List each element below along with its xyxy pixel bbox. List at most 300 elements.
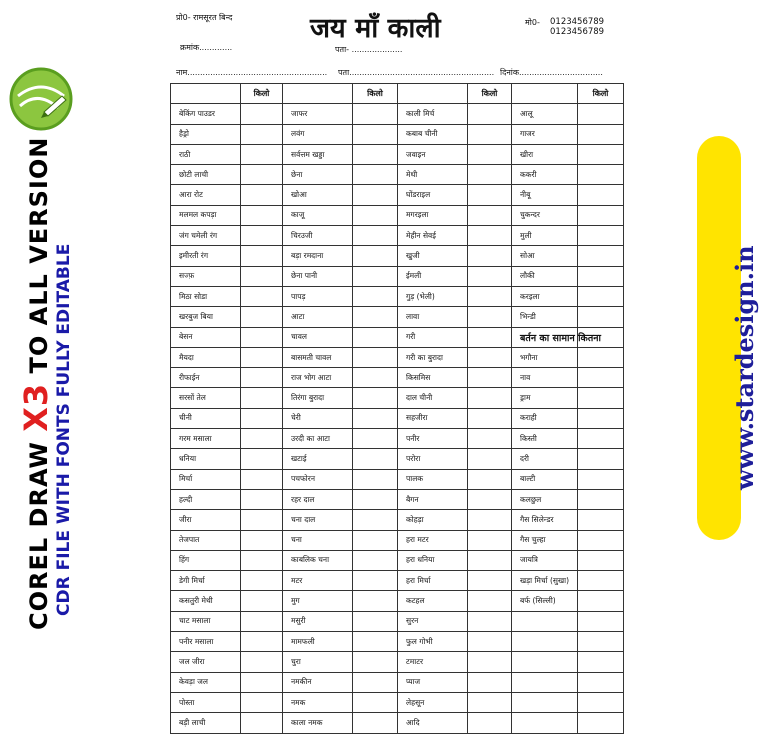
qty-cell[interactable]: [578, 144, 624, 164]
item-name-cell: मिर्चा: [171, 469, 241, 489]
item-name-cell: काबलिक चना: [283, 550, 353, 570]
item-name-cell: गैस चुल्हा: [512, 530, 578, 550]
item-name-cell: बड़ी लाची: [171, 713, 241, 733]
qty-cell[interactable]: [241, 632, 283, 652]
table-row: [171, 652, 624, 672]
item-name-cell: खड़ा मिर्चा (सुखा): [512, 571, 578, 591]
qty-cell[interactable]: [468, 266, 512, 286]
address-field[interactable]: पता- ....................: [335, 45, 403, 54]
table-row: [171, 185, 624, 205]
item-name-cell: काला नमक: [283, 713, 353, 733]
item-name-cell: चुरा: [283, 652, 353, 672]
qty-cell[interactable]: [353, 449, 398, 469]
table-row: [171, 408, 624, 428]
qty-cell[interactable]: [468, 632, 512, 652]
mobile-label: मो0-: [525, 18, 540, 27]
item-name-cell: गरी: [398, 327, 468, 347]
qty-cell[interactable]: [241, 185, 283, 205]
qty-cell[interactable]: [241, 469, 283, 489]
item-name-cell: मामफली: [283, 632, 353, 652]
qty-header: किलो: [578, 84, 624, 104]
item-name-cell: कोहड़ा: [398, 510, 468, 530]
qty-cell[interactable]: [241, 449, 283, 469]
qty-header: किलो: [468, 84, 512, 104]
item-name-cell: रहर दाल: [283, 489, 353, 509]
qty-cell[interactable]: [468, 449, 512, 469]
item-name-cell: सुरन: [398, 611, 468, 631]
item-name-cell: बर्तन का सामान कितना: [512, 327, 578, 347]
coreldraw-logo-icon: [8, 66, 74, 132]
phone-1: 0123456789: [550, 17, 605, 27]
item-name-cell: राठी: [171, 144, 241, 164]
item-name-cell: बेसन: [171, 327, 241, 347]
item-name-cell: मुग: [283, 591, 353, 611]
item-name-cell: पनीर मसाला: [171, 632, 241, 652]
item-name-cell: मटर: [283, 571, 353, 591]
qty-cell[interactable]: [578, 550, 624, 570]
item-name-cell: पनीर: [398, 429, 468, 449]
table-header-row: [171, 84, 624, 104]
qty-cell[interactable]: [241, 347, 283, 367]
item-name-cell: आलू: [512, 104, 578, 124]
item-name-cell: किस्ती: [512, 429, 578, 449]
qty-cell[interactable]: [578, 307, 624, 327]
item-name-cell: कराही: [512, 408, 578, 428]
qty-cell[interactable]: [468, 591, 512, 611]
qty-cell[interactable]: [468, 124, 512, 144]
qty-cell[interactable]: [578, 165, 624, 185]
table-row: [171, 692, 624, 712]
qty-cell[interactable]: [578, 408, 624, 428]
qty-cell[interactable]: [468, 144, 512, 164]
qty-cell[interactable]: [468, 286, 512, 306]
serial-number-field[interactable]: क्रमांक.............: [180, 43, 233, 52]
item-name-cell: उरदी का आटा: [283, 429, 353, 449]
qty-cell[interactable]: [353, 489, 398, 509]
qty-cell[interactable]: [578, 266, 624, 286]
qty-cell[interactable]: [578, 226, 624, 246]
qty-cell[interactable]: [468, 469, 512, 489]
item-name-cell: सहजीरा: [398, 408, 468, 428]
promo-vertical-text: [17, 136, 75, 630]
item-name-cell: गुड़ (भेली): [398, 286, 468, 306]
qty-cell[interactable]: [578, 530, 624, 550]
qty-cell[interactable]: [241, 550, 283, 570]
qty-cell[interactable]: [468, 530, 512, 550]
qty-cell[interactable]: [241, 591, 283, 611]
qty-cell[interactable]: [241, 165, 283, 185]
item-name-cell: खरबुज बिया: [171, 307, 241, 327]
qty-cell[interactable]: [241, 571, 283, 591]
qty-cell[interactable]: [353, 550, 398, 570]
item-name-cell: लेहसून: [398, 692, 468, 712]
item-name-cell: आटा: [283, 307, 353, 327]
qty-cell[interactable]: [578, 672, 624, 692]
item-name-cell: चुकन्दर: [512, 205, 578, 225]
table-row: [171, 550, 624, 570]
item-name-cell: डेगी मिर्चा: [171, 571, 241, 591]
qty-cell[interactable]: [578, 713, 624, 733]
item-name-cell: फुल गोभी: [398, 632, 468, 652]
qty-cell[interactable]: [468, 611, 512, 631]
qty-cell[interactable]: [468, 429, 512, 449]
qty-cell[interactable]: [241, 144, 283, 164]
qty-cell[interactable]: [468, 307, 512, 327]
qty-cell[interactable]: [468, 185, 512, 205]
qty-cell[interactable]: [578, 489, 624, 509]
table-row: [171, 246, 624, 266]
qty-cell[interactable]: [578, 124, 624, 144]
table-row: [171, 571, 624, 591]
qty-cell[interactable]: [353, 672, 398, 692]
item-name-cell: जायत्रि: [512, 550, 578, 570]
item-name-cell: बैगन: [398, 489, 468, 509]
qty-cell[interactable]: [353, 591, 398, 611]
item-name-cell: जाफर: [283, 104, 353, 124]
qty-cell[interactable]: [241, 388, 283, 408]
item-name-cell: चेरी: [283, 408, 353, 428]
table-row: [171, 530, 624, 550]
item-name-cell: खोआ: [283, 185, 353, 205]
item-name-cell: पोस्ता: [171, 692, 241, 712]
header-blank-cell: [398, 84, 468, 104]
qty-cell[interactable]: [353, 510, 398, 530]
item-name-cell: मगरइला: [398, 205, 468, 225]
item-name-cell: परोरा: [398, 449, 468, 469]
qty-cell[interactable]: [353, 266, 398, 286]
item-name-cell: दरी: [512, 449, 578, 469]
item-name-cell: चना: [283, 530, 353, 550]
date-field[interactable]: दिनांक.................................: [500, 68, 603, 77]
qty-cell[interactable]: [353, 307, 398, 327]
item-name-cell: बाल्टी: [512, 469, 578, 489]
qty-cell[interactable]: [241, 246, 283, 266]
proprietor: प्रो0- रामसूरत बिन्द: [176, 13, 233, 22]
qty-cell[interactable]: [578, 510, 624, 530]
qty-cell[interactable]: [241, 713, 283, 733]
qty-cell[interactable]: [241, 672, 283, 692]
item-name-cell: दाल चीनी: [398, 388, 468, 408]
qty-cell[interactable]: [578, 692, 624, 712]
table-row: [171, 713, 624, 733]
header-blank-cell: [171, 84, 241, 104]
qty-cell[interactable]: [353, 692, 398, 712]
item-name-cell: तेजपात: [171, 530, 241, 550]
qty-cell[interactable]: [241, 429, 283, 449]
table-row: [171, 449, 624, 469]
item-name-cell: [512, 713, 578, 733]
item-name-cell: केवड़ा जल: [171, 672, 241, 692]
qty-cell[interactable]: [578, 571, 624, 591]
item-name-cell: [512, 672, 578, 692]
qty-cell[interactable]: [468, 388, 512, 408]
item-name-cell: छोटी लाची: [171, 165, 241, 185]
qty-cell[interactable]: [578, 388, 624, 408]
item-name-cell: घोंडराइल: [398, 185, 468, 205]
item-name-cell: बर्फ (सिल्ली): [512, 591, 578, 611]
promo-line1: COREL DRAW X3 TO ALL VERSION: [17, 136, 55, 630]
item-name-cell: बेकिंग पाउडर: [171, 104, 241, 124]
item-name-cell: गैस सिलेन्डर: [512, 510, 578, 530]
item-name-cell: छेना पानी: [283, 266, 353, 286]
item-name-cell: सोआ: [512, 246, 578, 266]
qty-cell[interactable]: [241, 307, 283, 327]
item-name-cell: मलमल कपड़ा: [171, 205, 241, 225]
qty-cell[interactable]: [468, 571, 512, 591]
item-name-cell: नाव: [512, 368, 578, 388]
qty-cell[interactable]: [578, 286, 624, 306]
table-row: [171, 429, 624, 449]
qty-cell[interactable]: [241, 368, 283, 388]
item-name-cell: खटाई: [283, 449, 353, 469]
item-name-cell: इमीरती रंग: [171, 246, 241, 266]
table-row: [171, 469, 624, 489]
qty-cell[interactable]: [468, 205, 512, 225]
qty-cell[interactable]: [241, 327, 283, 347]
qty-cell[interactable]: [468, 489, 512, 509]
item-name-cell: खीरा: [512, 144, 578, 164]
table-row: [171, 124, 624, 144]
qty-cell[interactable]: [241, 124, 283, 144]
qty-cell[interactable]: [353, 429, 398, 449]
qty-cell[interactable]: [241, 530, 283, 550]
qty-cell[interactable]: [468, 246, 512, 266]
qty-cell[interactable]: [578, 429, 624, 449]
item-name-cell: मुली: [512, 226, 578, 246]
qty-cell[interactable]: [468, 368, 512, 388]
item-name-cell: काली मिर्च: [398, 104, 468, 124]
item-name-cell: सज्फ़: [171, 266, 241, 286]
item-name-cell: तिरंगा बुरादा: [283, 388, 353, 408]
item-name-cell: चाट मसाला: [171, 611, 241, 631]
qty-cell[interactable]: [353, 713, 398, 733]
item-name-cell: बड़ा रमदाना: [283, 246, 353, 266]
address-line-field[interactable]: पता.........................................................: [338, 68, 495, 77]
item-name-cell: हैड्रो: [171, 124, 241, 144]
qty-cell[interactable]: [353, 286, 398, 306]
table-row: [171, 510, 624, 530]
table-row: [171, 327, 624, 347]
item-name-cell: जंग चमेली रंग: [171, 226, 241, 246]
item-name-cell: कटहल: [398, 591, 468, 611]
qty-cell[interactable]: [353, 611, 398, 631]
header-blank-cell: [283, 84, 353, 104]
qty-cell[interactable]: [241, 611, 283, 631]
qty-cell[interactable]: [468, 550, 512, 570]
item-name-cell: पचफोरन: [283, 469, 353, 489]
qty-cell[interactable]: [353, 185, 398, 205]
item-name-cell: खुजी: [398, 246, 468, 266]
item-name-cell: [512, 692, 578, 712]
item-name-cell: छेना: [283, 165, 353, 185]
qty-cell[interactable]: [468, 692, 512, 712]
item-name-cell: मेहीन सेवई: [398, 226, 468, 246]
qty-cell[interactable]: [578, 185, 624, 205]
table-row: [171, 205, 624, 225]
qty-cell[interactable]: [353, 124, 398, 144]
item-name-cell: चीनी: [171, 408, 241, 428]
order-form: [170, 8, 625, 748]
table-row: [171, 388, 624, 408]
item-name-cell: पापड़: [283, 286, 353, 306]
qty-cell[interactable]: [241, 652, 283, 672]
qty-cell[interactable]: [578, 652, 624, 672]
item-name-cell: हल्दी: [171, 489, 241, 509]
header-blank-cell: [512, 84, 578, 104]
item-name-cell: हिंग: [171, 550, 241, 570]
qty-cell[interactable]: [353, 652, 398, 672]
table-row: [171, 672, 624, 692]
item-name-cell: हरा मिर्चा: [398, 571, 468, 591]
item-name-cell: ककरी: [512, 165, 578, 185]
qty-header: किलो: [241, 84, 283, 104]
qty-cell[interactable]: [353, 530, 398, 550]
qty-cell[interactable]: [353, 327, 398, 347]
qty-cell[interactable]: [241, 489, 283, 509]
item-name-cell: कलछुल: [512, 489, 578, 509]
qty-cell[interactable]: [468, 327, 512, 347]
item-name-cell: बासमती चावल: [283, 347, 353, 367]
item-name-cell: कबाब चीनी: [398, 124, 468, 144]
qty-cell[interactable]: [353, 165, 398, 185]
qty-cell[interactable]: [353, 368, 398, 388]
items-table: [170, 83, 624, 734]
item-name-cell: लावा: [398, 307, 468, 327]
item-name-cell: हरा मटर: [398, 530, 468, 550]
qty-cell[interactable]: [353, 469, 398, 489]
promo-line2: CDR FILE WITH FONTS FULLY EDITABLE: [54, 243, 74, 616]
table-row: [171, 347, 624, 367]
item-name-cell: धनिया: [171, 449, 241, 469]
qty-cell[interactable]: [578, 205, 624, 225]
qty-cell[interactable]: [468, 347, 512, 367]
qty-cell[interactable]: [353, 205, 398, 225]
qty-cell[interactable]: [468, 408, 512, 428]
item-name-cell: भिन्डी: [512, 307, 578, 327]
item-name-cell: [512, 652, 578, 672]
qty-cell[interactable]: [578, 104, 624, 124]
qty-cell[interactable]: [241, 226, 283, 246]
table-row: [171, 368, 624, 388]
qty-cell[interactable]: [578, 347, 624, 367]
item-name-cell: [512, 632, 578, 652]
phone-2: 0123456789: [550, 27, 605, 37]
table-row: [171, 104, 624, 124]
item-name-cell: काजू: [283, 205, 353, 225]
qty-cell[interactable]: [353, 144, 398, 164]
qty-cell[interactable]: [468, 713, 512, 733]
name-field[interactable]: नाम.......................................................: [176, 68, 328, 77]
item-name-cell: आदि: [398, 713, 468, 733]
item-name-cell: मिठा सोडा: [171, 286, 241, 306]
item-name-cell: पालक: [398, 469, 468, 489]
item-name-cell: चना दाल: [283, 510, 353, 530]
item-name-cell: गरम मसाला: [171, 429, 241, 449]
item-name-cell: ड्राम: [512, 388, 578, 408]
item-name-cell: प्याज: [398, 672, 468, 692]
qty-cell[interactable]: [241, 408, 283, 428]
table-row: [171, 307, 624, 327]
table-row: [171, 591, 624, 611]
qty-cell[interactable]: [578, 449, 624, 469]
item-name-cell: भगौना: [512, 347, 578, 367]
qty-cell[interactable]: [578, 611, 624, 631]
table-row: [171, 611, 624, 631]
item-name-cell: जीरा: [171, 510, 241, 530]
qty-cell[interactable]: [353, 388, 398, 408]
item-name-cell: नीबू: [512, 185, 578, 205]
item-name-cell: गरी का बुरादा: [398, 347, 468, 367]
qty-cell[interactable]: [353, 571, 398, 591]
qty-cell[interactable]: [468, 165, 512, 185]
qty-cell[interactable]: [578, 632, 624, 652]
item-name-cell: गाजर: [512, 124, 578, 144]
qty-cell[interactable]: [353, 347, 398, 367]
table-row: [171, 286, 624, 306]
item-name-cell: [512, 611, 578, 631]
item-name-cell: जल जीरा: [171, 652, 241, 672]
item-name-cell: टमाटर: [398, 652, 468, 672]
item-name-cell: लौकी: [512, 266, 578, 286]
item-name-cell: रीफाईन: [171, 368, 241, 388]
qty-header: किलो: [353, 84, 398, 104]
item-name-cell: मसुरी: [283, 611, 353, 631]
qty-cell[interactable]: [353, 226, 398, 246]
item-name-cell: करइला: [512, 286, 578, 306]
item-name-cell: चावल: [283, 327, 353, 347]
qty-cell[interactable]: [468, 104, 512, 124]
item-name-cell: हरा धनिया: [398, 550, 468, 570]
qty-cell[interactable]: [241, 104, 283, 124]
item-name-cell: मेथी: [398, 165, 468, 185]
qty-cell[interactable]: [578, 368, 624, 388]
form-title: जय माँ काली: [310, 13, 441, 44]
item-name-cell: जवाइन: [398, 144, 468, 164]
qty-cell[interactable]: [353, 104, 398, 124]
item-name-cell: मैयदा: [171, 347, 241, 367]
item-name-cell: नमकीन: [283, 672, 353, 692]
qty-cell[interactable]: [353, 246, 398, 266]
qty-cell[interactable]: [468, 510, 512, 530]
website-text: www.stardesign.in: [730, 245, 759, 490]
qty-cell[interactable]: [468, 652, 512, 672]
qty-cell[interactable]: [241, 510, 283, 530]
qty-cell[interactable]: [578, 246, 624, 266]
qty-cell[interactable]: [353, 408, 398, 428]
item-name-cell: आरा रोट: [171, 185, 241, 205]
qty-cell[interactable]: [241, 205, 283, 225]
item-name-cell: राज भोग आटा: [283, 368, 353, 388]
item-name-cell: नमक: [283, 692, 353, 712]
table-row: [171, 165, 624, 185]
table-row: [171, 144, 624, 164]
qty-cell[interactable]: [578, 469, 624, 489]
qty-cell[interactable]: [241, 266, 283, 286]
qty-cell[interactable]: [241, 286, 283, 306]
table-row: [171, 266, 624, 286]
qty-cell[interactable]: [468, 672, 512, 692]
qty-cell[interactable]: [353, 632, 398, 652]
item-name-cell: कसतुरी मेथी: [171, 591, 241, 611]
table-row: [171, 226, 624, 246]
qty-cell[interactable]: [241, 692, 283, 712]
item-name-cell: सर्वत्तम खड्डा: [283, 144, 353, 164]
qty-cell[interactable]: [468, 226, 512, 246]
qty-cell[interactable]: [578, 591, 624, 611]
table-row: [171, 489, 624, 509]
item-name-cell: चिरउजी: [283, 226, 353, 246]
item-name-cell: लवंग: [283, 124, 353, 144]
